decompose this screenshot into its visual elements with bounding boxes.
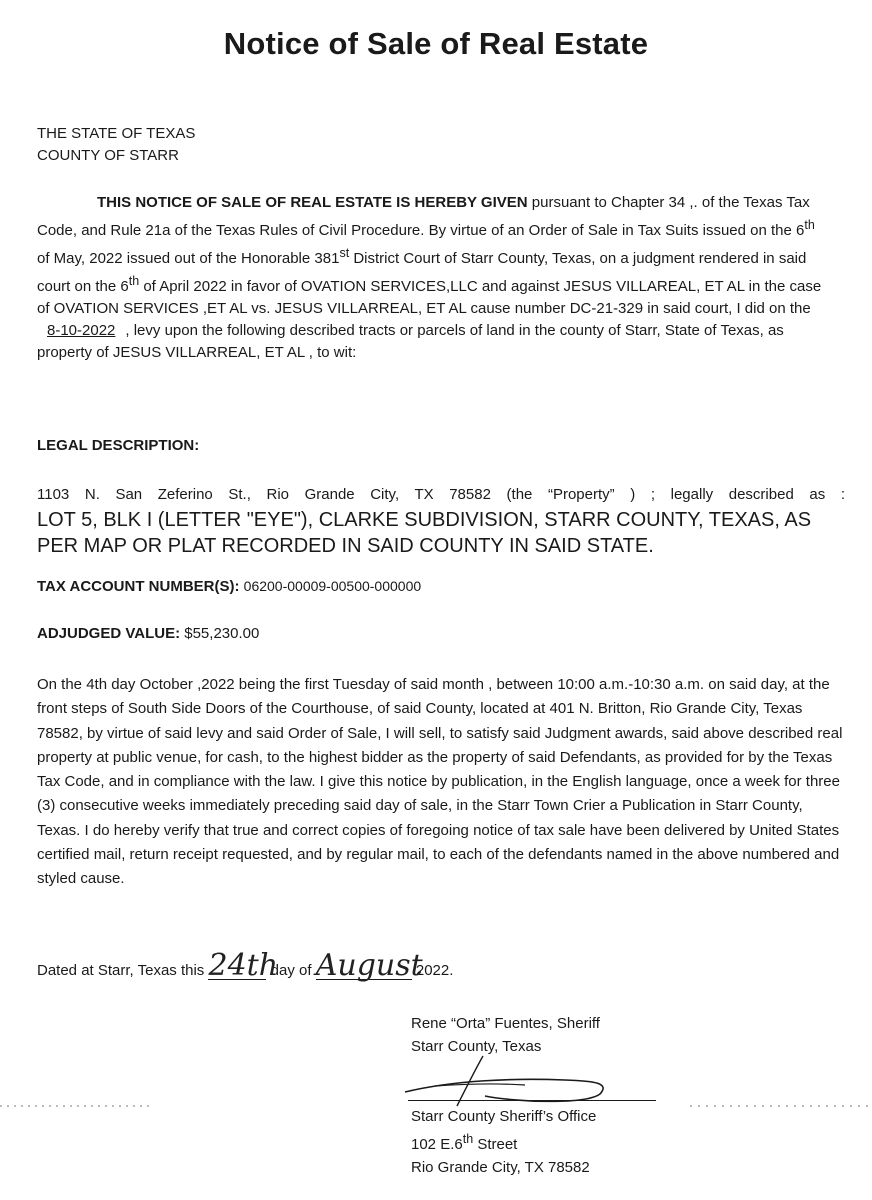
dated-suffix: 2022. [415, 962, 454, 979]
superscript-st: st [339, 246, 350, 260]
month-blank [315, 948, 423, 983]
adjudged-value-label: ADJUDGED VALUE [37, 625, 176, 642]
handwritten-month: August [315, 948, 423, 983]
dated-line [37, 948, 454, 983]
scan-artifact-left [0, 1103, 150, 1107]
sheriff-county: Starr County, Texas [411, 1038, 542, 1055]
legal-description: LOT 5, BLK I (LETTER "EYE"), CLARKE SUBDIVISION, STARR COUNTY, TEXAS, AS PER MAP OR PLAT RECORDED IN SAID COUNTY IN SAID STATE. [37, 509, 812, 557]
page-title: Notice of Sale of Real Estate [223, 26, 649, 61]
adjudged-value: ADJUDGED VALUE: $55,230.00 [37, 625, 260, 642]
office-block [411, 1105, 596, 1179]
dated-middle: day of [270, 962, 312, 979]
state-line: THE STATE OF TEXAS [37, 125, 196, 142]
tax-account-label: TAX ACCOUNT NUMBER(S) [37, 578, 235, 595]
adjudged-value-amount: $55,230.00 [184, 625, 260, 642]
jurisdiction-block [37, 123, 195, 167]
tax-account: TAX ACCOUNT NUMBER(S): 06200-00009-00500-000000 [37, 578, 422, 595]
dated-prefix: Dated at Starr, Texas this [37, 962, 205, 979]
sale-paragraph: On the 4th day October ,2022 being the first Tuesday of said month , between 10:00 a.m.-10:30 a.m. on said day, at the front steps of South Side Doors of the Courthouse, of said County, located at 401 N. Britton, Rio Grande City, Texas 78582, by virtue of said levy and said Order of Sale, I will sell, to satisfy said Judgment awards, said above described real property at public venue, for cash, to the highest bidder as the property of said Defendants, as provided for by the Texas Tax Code, and in compliance with the law. I give this notice by publication, in the English language, once a week for three (3) consecutive weeks immediately preceding said day of sale, in the Starr Town Crier a Publication in Starr County, Texas. I do hereby verify that true and correct copies of foregoing notice of tax sale have been delivered by United States certified mail, return receipt requested, and by regular mail, to each of the defendants named in the above numbered and styled cause. [37, 676, 843, 888]
levy-date: 8-10-2022 [47, 322, 116, 339]
office-street: 102 E.6th Street [411, 1132, 518, 1153]
property-address: 1103 N. San Zeferino St., Rio Grande City, TX 78582 (the “Property” ) ; legally described as : [37, 486, 845, 503]
office-name: Starr County Sheriff’s Office [411, 1108, 597, 1125]
scan-artifact-right [690, 1103, 872, 1107]
office-city: Rio Grande City, TX 78582 [411, 1159, 590, 1176]
superscript-th: th [804, 218, 815, 232]
handwritten-day: 24th [208, 948, 279, 983]
notice-text-b: of May, 2022 issued out of the Honorable 381 [37, 250, 340, 267]
notice-text-e: , levy upon the following described tracts or parcels of land in the county of Starr, State of Texas, as property of JESUS VILLARREAL, ET AL , to wit: [37, 322, 784, 361]
notice-lead: THIS NOTICE OF SALE OF REAL ESTATE IS HEREBY GIVEN [97, 194, 528, 211]
signature-line [408, 1100, 656, 1101]
legal-description-heading: LEGAL DESCRIPTION: [37, 437, 200, 454]
tax-account-number: 06200-00009-00500-000000 [243, 578, 422, 594]
county-line: COUNTY OF STARR [37, 147, 179, 164]
notice-text-a: pursuant to Chapter 34 ,. of the Texas Tax Code, and Rule 21a of the Texas Rules of Civil Procedure. By virtue of an Order of Sale in Tax Suits issued on the 6 [37, 194, 810, 239]
superscript-th: th [128, 274, 140, 288]
notice-text-c: District Court of Starr County, Texas, on a judgment rendered in said court on the 6 [37, 250, 807, 295]
day-blank [208, 948, 279, 983]
notice-paragraph [37, 192, 827, 364]
signature-mark [395, 1050, 635, 1110]
notice-text-d: of April 2022 in favor of OVATION SERVICES,LLC and against JESUS VILLAREAL, ET AL in the case of OVATION SERVICES ,ET AL vs. JESUS VILLARREAL, ET AL cause number DC-21-329 in said court, I did on the [37, 278, 822, 317]
sheriff-name: Rene “Orta” Fuentes, Sheriff [411, 1015, 600, 1032]
